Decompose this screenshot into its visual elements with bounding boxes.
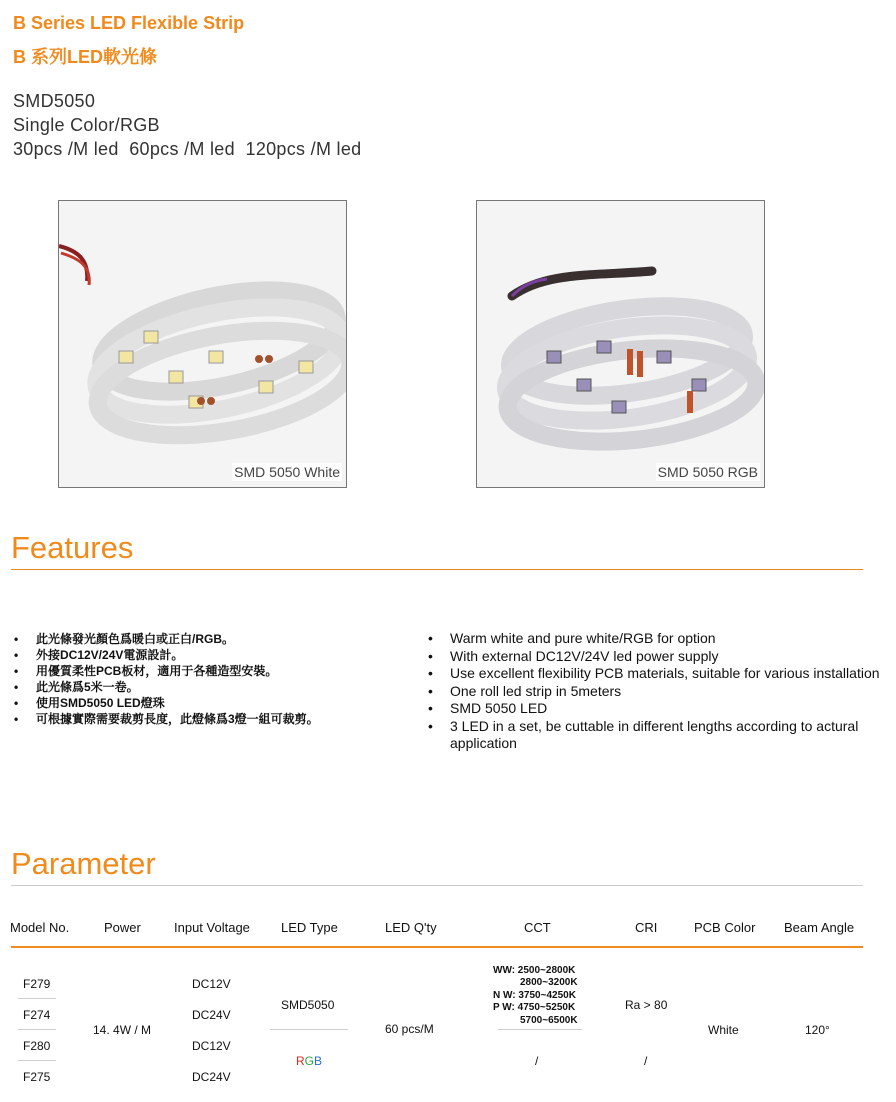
row-divider (18, 1029, 56, 1030)
cri-rgb-cell: / (644, 1054, 648, 1068)
led-strip-rgb-illustration (477, 201, 765, 488)
photo-rgb-strip (476, 200, 765, 488)
rgb-cell (296, 1054, 322, 1068)
led-type-divider (270, 1029, 348, 1030)
cct-line: WW: 2500~2800K (493, 965, 576, 976)
header-pcb-color: PCB Color (694, 920, 756, 935)
header-beam-angle: Beam Angle (784, 920, 855, 935)
header-model: Model No. (10, 920, 70, 935)
row-divider (18, 998, 56, 999)
pcb-color-cell: White (708, 1023, 739, 1037)
feature-en-item: • SMD 5050 LED (428, 700, 890, 718)
rgb-g: G (304, 1054, 315, 1068)
power-cell: 14. 4W / M (93, 1023, 152, 1037)
feature-zh-item: • 外接DC12V/24V電源設計。 (14, 647, 409, 663)
title-en: B Series LED Flexible Strip (13, 13, 245, 33)
cct-rgb-cell: / (535, 1054, 539, 1068)
feature-en-item: • One roll led strip in 5meters (428, 683, 890, 701)
row-divider (18, 1060, 56, 1061)
model-cell: F279 (23, 977, 51, 991)
cct-line: N W: 3750~4250K (493, 990, 576, 1001)
voltage-cell: DC12V (192, 977, 231, 991)
features-list-zh (14, 631, 409, 727)
led-type-cell: SMD5050 (281, 998, 335, 1012)
led-qty-cell: 60 pcs/M (385, 1022, 434, 1036)
cct-line: 2800~3200K (520, 977, 578, 988)
header-led-type: LED Type (281, 920, 338, 935)
photo-white-strip (58, 200, 347, 488)
led-strip-white-illustration (59, 201, 347, 488)
model-cell: F275 (23, 1070, 51, 1084)
spec-chip: SMD5050 (13, 91, 96, 111)
spec-density: 30pcs /M led 60pcs /M led 120pcs /M led (13, 139, 362, 159)
spec-color: Single Color/RGB (13, 115, 160, 135)
model-cell: F274 (23, 1008, 51, 1022)
parameter-rule (11, 885, 863, 886)
model-cell: F280 (23, 1039, 51, 1053)
features-list-en (428, 630, 890, 753)
cct-line: P W: 4750~5250K (493, 1002, 576, 1013)
feature-en-item: • Use excellent flexibility PCB materials, suitable for various installation (428, 665, 890, 683)
voltage-cell: DC24V (192, 1008, 231, 1022)
photo-rgb-caption: SMD 5050 RGB (657, 464, 758, 480)
voltage-cell: DC12V (192, 1039, 231, 1053)
header-led-qty: LED Q'ty (385, 920, 437, 935)
cct-line: 5700~6500K (520, 1015, 578, 1026)
photo-white-caption: SMD 5050 White (234, 464, 340, 480)
cct-divider (498, 1029, 582, 1030)
parameter-title: Parameter (11, 846, 156, 881)
cri-cell: Ra > 80 (625, 998, 668, 1012)
features-title: Features (11, 530, 134, 565)
rgb-b: B (314, 1054, 323, 1068)
feature-zh-item: • 此光條爲5米一卷。 (14, 679, 409, 695)
title-zh: B 系列LED軟光條 (13, 47, 157, 67)
feature-zh-item: • 使用SMD5050 LED燈珠 (14, 695, 409, 711)
feature-en-item: • With external DC12V/24V led power supply (428, 648, 890, 666)
header-cct: CCT (524, 920, 551, 935)
feature-zh-item: • 可根據實際需要裁剪長度，此燈條爲3燈一組可裁剪。 (14, 711, 409, 727)
feature-zh-item: • 用優質柔性PCB板材，適用于各種造型安裝。 (14, 663, 409, 679)
rgb-r: R (296, 1054, 305, 1068)
feature-en-item: • 3 LED in a set, be cuttable in different lengths according to actural application (428, 718, 890, 753)
features-rule (11, 569, 863, 570)
header-cri: CRI (635, 920, 658, 935)
beam-angle-cell: 120° (805, 1023, 830, 1037)
feature-en-item: • Warm white and pure white/RGB for option (428, 630, 890, 648)
header-voltage: Input Voltage (174, 920, 250, 935)
table-header-rule (11, 946, 863, 948)
feature-zh-item: • 此光條發光顏色爲暖白或正白/RGB。 (14, 631, 409, 647)
voltage-cell: DC24V (192, 1070, 231, 1084)
header-power: Power (104, 920, 141, 935)
